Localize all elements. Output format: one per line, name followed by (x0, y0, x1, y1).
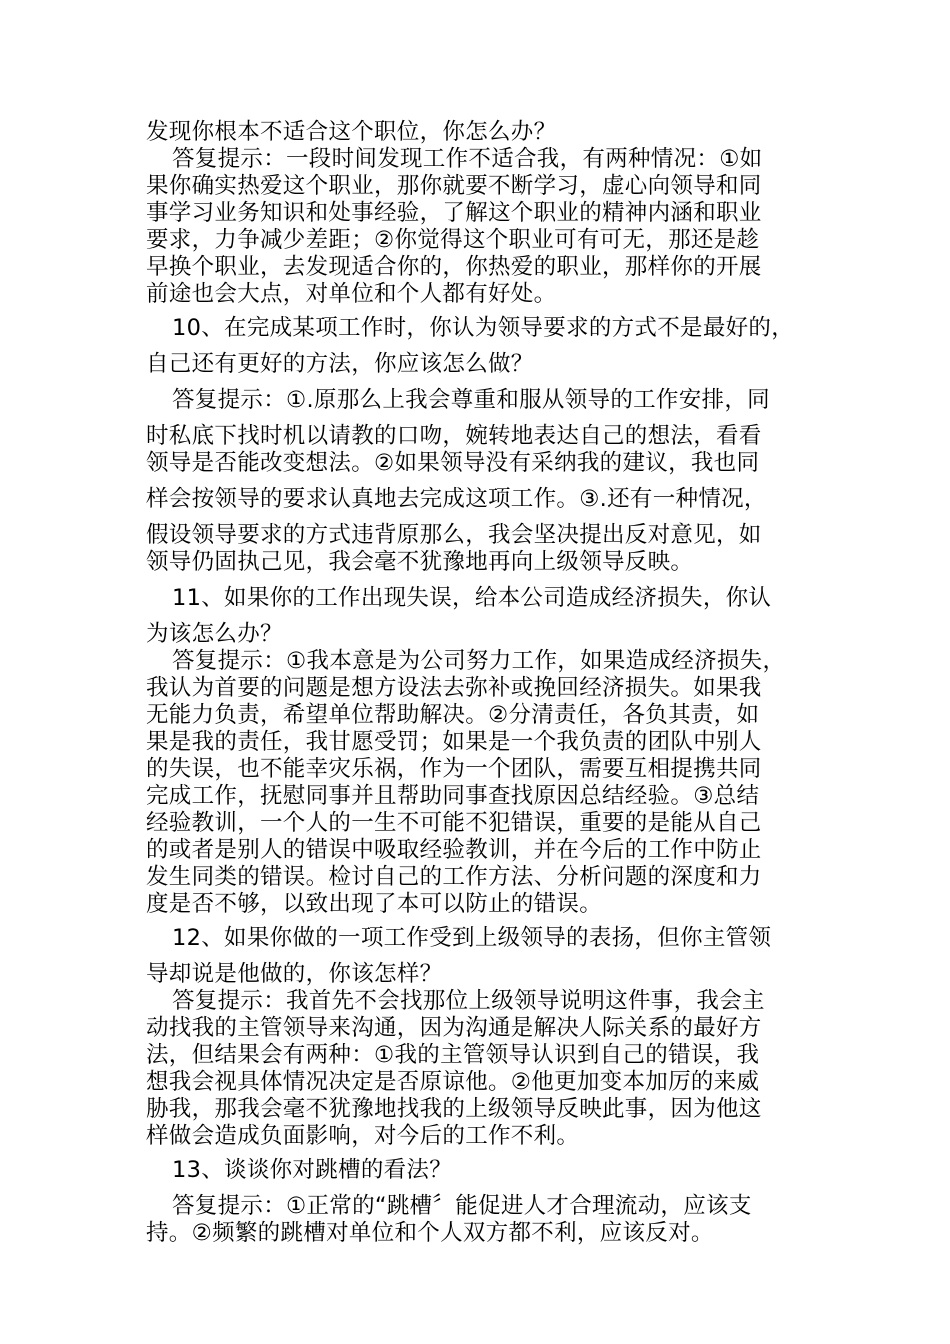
text-line: 我认为首要的问题是想方设法去弥补或挽回经济损失。如果我 (146, 675, 762, 701)
text-line: 自己还有更好的方法，你应该怎么做？ (146, 351, 534, 377)
text-line: 法，但结果会有两种：①我的主管领导认识到自己的错误，我 (146, 1042, 760, 1068)
text-line: 样会按领导的要求认真地去完成这项工作。③.还有一种情况， (146, 486, 767, 512)
text-line: 答复提示：①正常的“跳槽〞能促进人才合理流动，应该支 (172, 1193, 752, 1219)
text-line: 导却说是他做的，你该怎样？ (146, 961, 443, 987)
text-line: 答复提示：我首先不会找那位上级领导说明这件事，我会主 (172, 988, 765, 1014)
text-line: 领导仍固执己见，我会毫不犹豫地再向上级领导反映。 (146, 549, 694, 575)
text-line: 果你确实热爱这个职业，那你就要不断学习，虚心向领导和同 (146, 173, 762, 199)
text-line: 领导是否能改变想法。②如果领导没有采纳我的建议，我也同 (146, 450, 760, 476)
text-line: 发生同类的错误。检讨自己的工作方法、分析问题的深度和力 (146, 864, 762, 890)
text-line: 答复提示：①我本意是为公司努力工作，如果造成经济损失， (172, 648, 786, 674)
question-heading: 12、如果你做的一项工作受到上级领导的表扬，但你主管领 (172, 925, 772, 951)
text-line: 答复提示：①.原那么上我会尊重和服从领导的工作安排，同 (172, 387, 770, 413)
question-heading: 13、谈谈你对跳槽的看法？ (172, 1157, 453, 1183)
text-line: 发现你根本不适合这个职位，你怎么办？ (146, 119, 557, 145)
text-line: 为该怎么办？ (146, 621, 283, 647)
text-line: 答复提示：一段时间发现工作不适合我，有两种情况：①如 (172, 146, 763, 172)
text-line: 假设领导要求的方式违背原那么，我会坚决提出反对意见，如 (146, 522, 762, 548)
text-line: 度是否不够，以致出现了本可以防止的错误。 (146, 891, 603, 917)
question-heading: 10、在完成某项工作时，你认为领导要求的方式不是最好的， (172, 315, 795, 341)
text-line: 果是我的责任，我甘愿受罚；如果是一个我负责的团队中别人 (146, 729, 762, 755)
text-line: 持。②频繁的跳槽对单位和个人双方都不利，应该反对。 (146, 1220, 714, 1246)
text-line: 的失误，也不能幸灾乐祸，作为一个团队，需要互相提携共同 (146, 756, 762, 782)
question-heading: 11、如果你的工作出现失误，给本公司造成经济损失，你认 (172, 585, 772, 611)
text-line: 前途也会大点，对单位和个人都有好处。 (146, 281, 557, 307)
text-line: 的或者是别人的错误中吸取经验教训，并在今后的工作中防止 (146, 837, 762, 863)
text-line: 胁我，那我会毫不犹豫地找我的上级领导反映此事，因为他这 (146, 1096, 762, 1122)
text-line: 完成工作，抚慰同事并且帮助同事查找原因总结经验。③总结 (146, 783, 760, 809)
text-line: 样做会造成负面影响，对今后的工作不利。 (146, 1123, 580, 1149)
text-line: 动找我的主管领导来沟通，因为沟通是解决人际关系的最好方 (146, 1015, 762, 1041)
text-line: 事学习业务知识和处事经验，了解这个职业的精神内涵和职业 (146, 200, 762, 226)
text-line: 想我会视具体情况决定是否原谅他。②他更加变本加厉的来威 (146, 1069, 760, 1095)
text-line: 时私底下找时机以请教的口吻，婉转地表达自己的想法，看看 (146, 423, 762, 449)
text-line: 无能力负责，希望单位帮助解决。②分清责任，各负其责，如 (146, 702, 760, 728)
text-line: 早换个职业，去发现适合你的，你热爱的职业，那样你的开展 (146, 254, 762, 280)
text-line: 经验教训，一个人的一生不可能不犯错误，重要的是能从自己 (146, 810, 762, 836)
text-line: 要求，力争减少差距；②你觉得这个职业可有可无，那还是趁 (146, 227, 760, 253)
